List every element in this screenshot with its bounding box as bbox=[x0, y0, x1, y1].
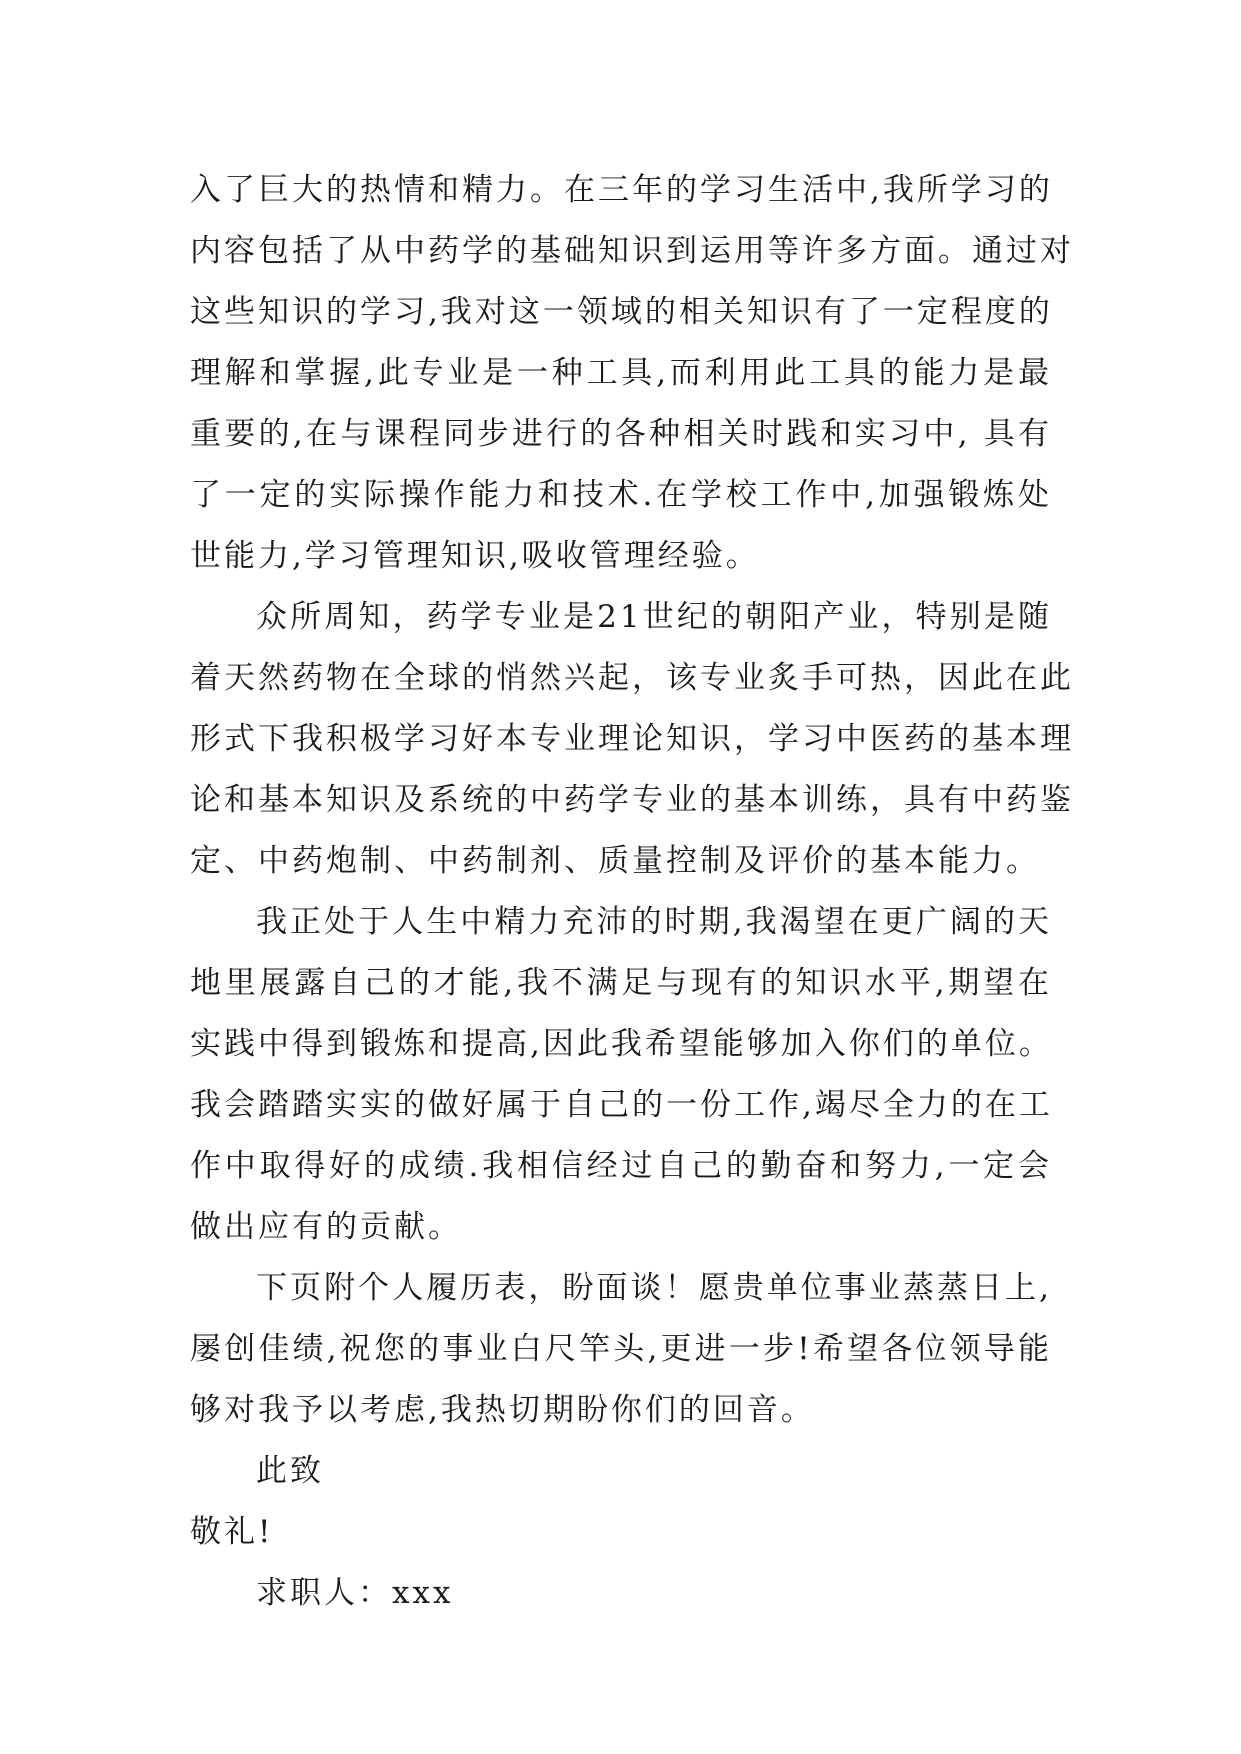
paragraph-2 bbox=[190, 587, 1074, 892]
text-line: 众所周知，药学专业是21世纪的朝阳产业，特别是随 bbox=[256, 599, 1052, 635]
letter-body bbox=[190, 160, 1074, 1624]
text-line: 了一定的实际操作能力和技术.在学校工作中,加强锻炼处 bbox=[190, 477, 1052, 513]
text-line: 我会踏踏实实的做好属于自己的一份工作,竭尽全力的在工 bbox=[190, 1087, 1053, 1123]
text-line: 地里展露自己的才能,我不满足与现有的知识水平,期望在 bbox=[190, 965, 1052, 1001]
text-line: 下页附个人履历表，盼面谈！愿贵单位事业蒸蒸日上, bbox=[256, 1270, 1052, 1306]
text-line: 世能力,学习管理知识,吸收管理经验。 bbox=[190, 538, 760, 574]
text-line: 理解和掌握,此专业是一种工具,而利用此工具的能力是最 bbox=[190, 355, 1052, 391]
paragraph-4 bbox=[190, 1258, 1052, 1441]
paragraph-3 bbox=[190, 892, 1052, 1258]
text-line: 重要的,在与课程同步进行的各种相关时践和实习中, 具有 bbox=[190, 416, 1052, 452]
text-line: 入了巨大的热情和精力。在三年的学习生活中,我所学习的 bbox=[190, 172, 1053, 208]
salutation: 此致 bbox=[256, 1453, 324, 1489]
text-line: 屡创佳绩,祝您的事业白尺竿头,更进一步!希望各位领导能 bbox=[190, 1331, 1052, 1367]
text-line: 论和基本知识及系统的中药学专业的基本训练，具有中药鉴 bbox=[190, 782, 1074, 818]
text-line: 作中取得好的成绩.我相信经过自己的勤奋和努力,一定会 bbox=[190, 1148, 1052, 1184]
text-line: 定、中药炮制、中药制剂、质量控制及评价的基本能力。 bbox=[190, 843, 1040, 879]
text-line: 着天然药物在全球的悄然兴起，该专业炙手可热，因此在此 bbox=[190, 660, 1074, 696]
paragraph-1 bbox=[190, 160, 1074, 587]
closing bbox=[190, 1441, 1052, 1624]
text-line: 内容包括了从中药学的基础知识到运用等许多方面。通过对 bbox=[190, 233, 1074, 269]
regards: 敬礼! bbox=[190, 1514, 274, 1550]
signature: 求职人：xxx bbox=[256, 1575, 454, 1611]
text-line: 实践中得到锻炼和提高,因此我希望能够加入你们的单位。 bbox=[190, 1026, 1053, 1062]
text-line: 做出应有的贡献。 bbox=[190, 1209, 462, 1245]
text-line: 够对我予以考虑,我热切期盼你们的回音。 bbox=[190, 1392, 815, 1428]
text-line: 这些知识的学习,我对这一领域的相关知识有了一定程度的 bbox=[190, 294, 1053, 330]
text-line: 形式下我积极学习好本专业理论知识，学习中医药的基本理 bbox=[190, 721, 1074, 757]
text-line: 我正处于人生中精力充沛的时期,我渴望在更广阔的天 bbox=[256, 904, 1052, 940]
